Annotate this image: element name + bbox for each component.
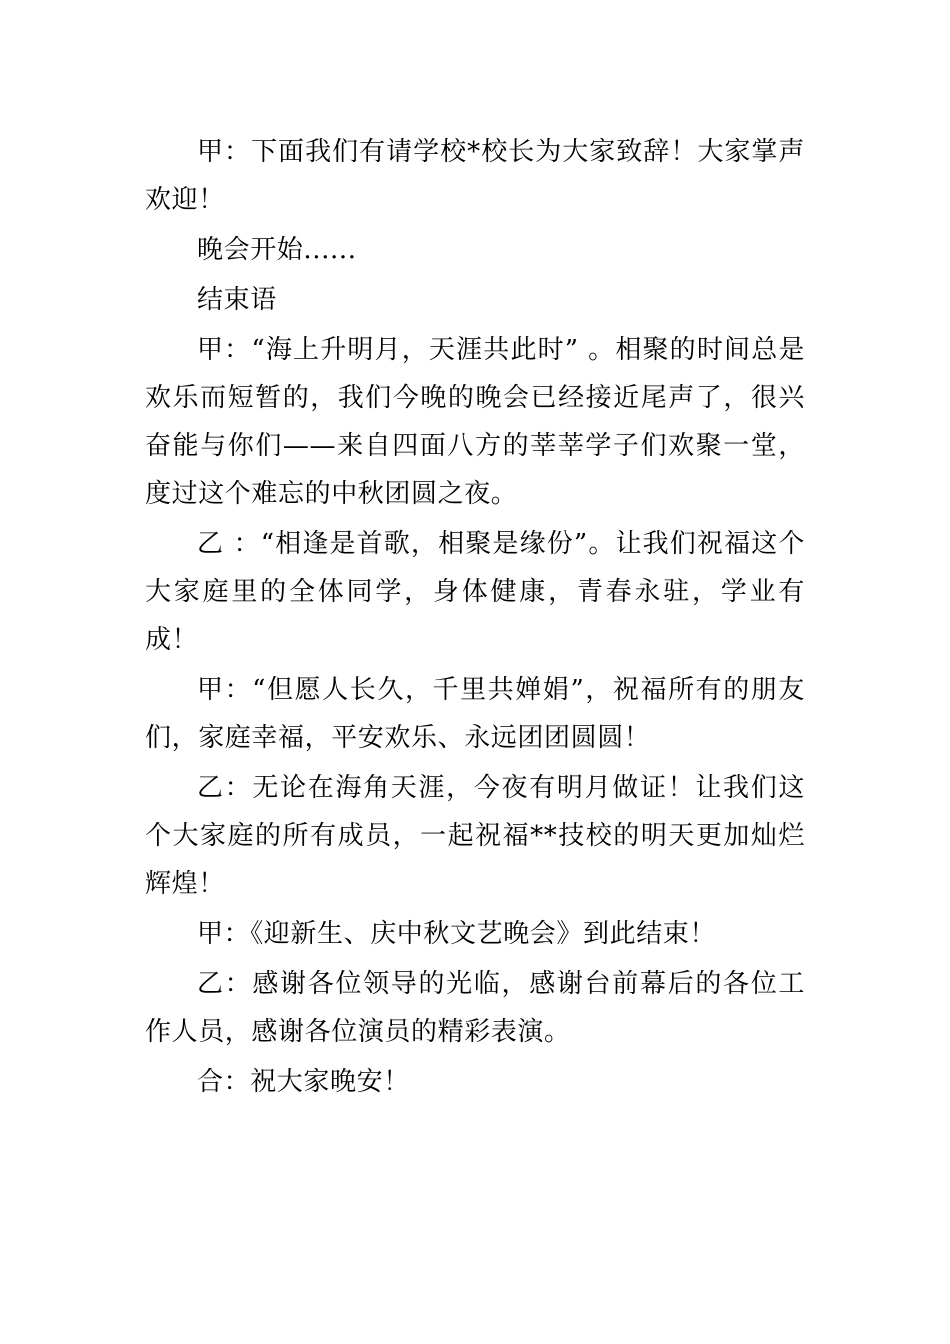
paragraph-host-b-2: 乙：无论在海角天涯，今夜有明月做证！让我们这个大家庭的所有成员，一起祝福**技校的明天更加灿烂辉煌！ (145, 773, 805, 899)
paragraph-host-a-3: 甲：《迎新生、庆中秋文艺晚会》到此结束！ (197, 919, 717, 949)
paragraph-host-b-1: 乙 ：“相逢是首歌，相聚是缘份”。让我们祝福这个大家庭里的全体同学，身体健康，青春永驻，学业有成！ (145, 529, 805, 655)
paragraph-host-b-3: 乙：感谢各位领导的光临，感谢台前幕后的各位工作人员，感谢各位演员的精彩表演。 (145, 969, 805, 1047)
paragraph-show-start: 晚会开始...... (197, 235, 357, 265)
paragraph-host-a-1: 甲：“海上升明月，天涯共此时” 。相聚的时间总是欢乐而短暂的，我们今晚的晚会已经接近尾声了，很兴奋能与你们——来自四面八方的莘莘学子们欢聚一堂，度过这个难忘的中秋团圆之夜。 (145, 335, 805, 509)
document-body (145, 128, 805, 1108)
paragraph-opening-speech: 甲：下面我们有请学校*校长为大家致辞！大家掌声欢迎！ (145, 137, 805, 215)
paragraph-closing-heading: 结束语 (197, 285, 277, 315)
paragraph-host-a-2: 甲：“但愿人长久，千里共婵娟”，祝福所有的朋友们，家庭幸福，平安欢乐、永远团团圆圆！ (145, 675, 805, 753)
paragraph-together: 合：祝大家晚安！ (197, 1067, 410, 1097)
